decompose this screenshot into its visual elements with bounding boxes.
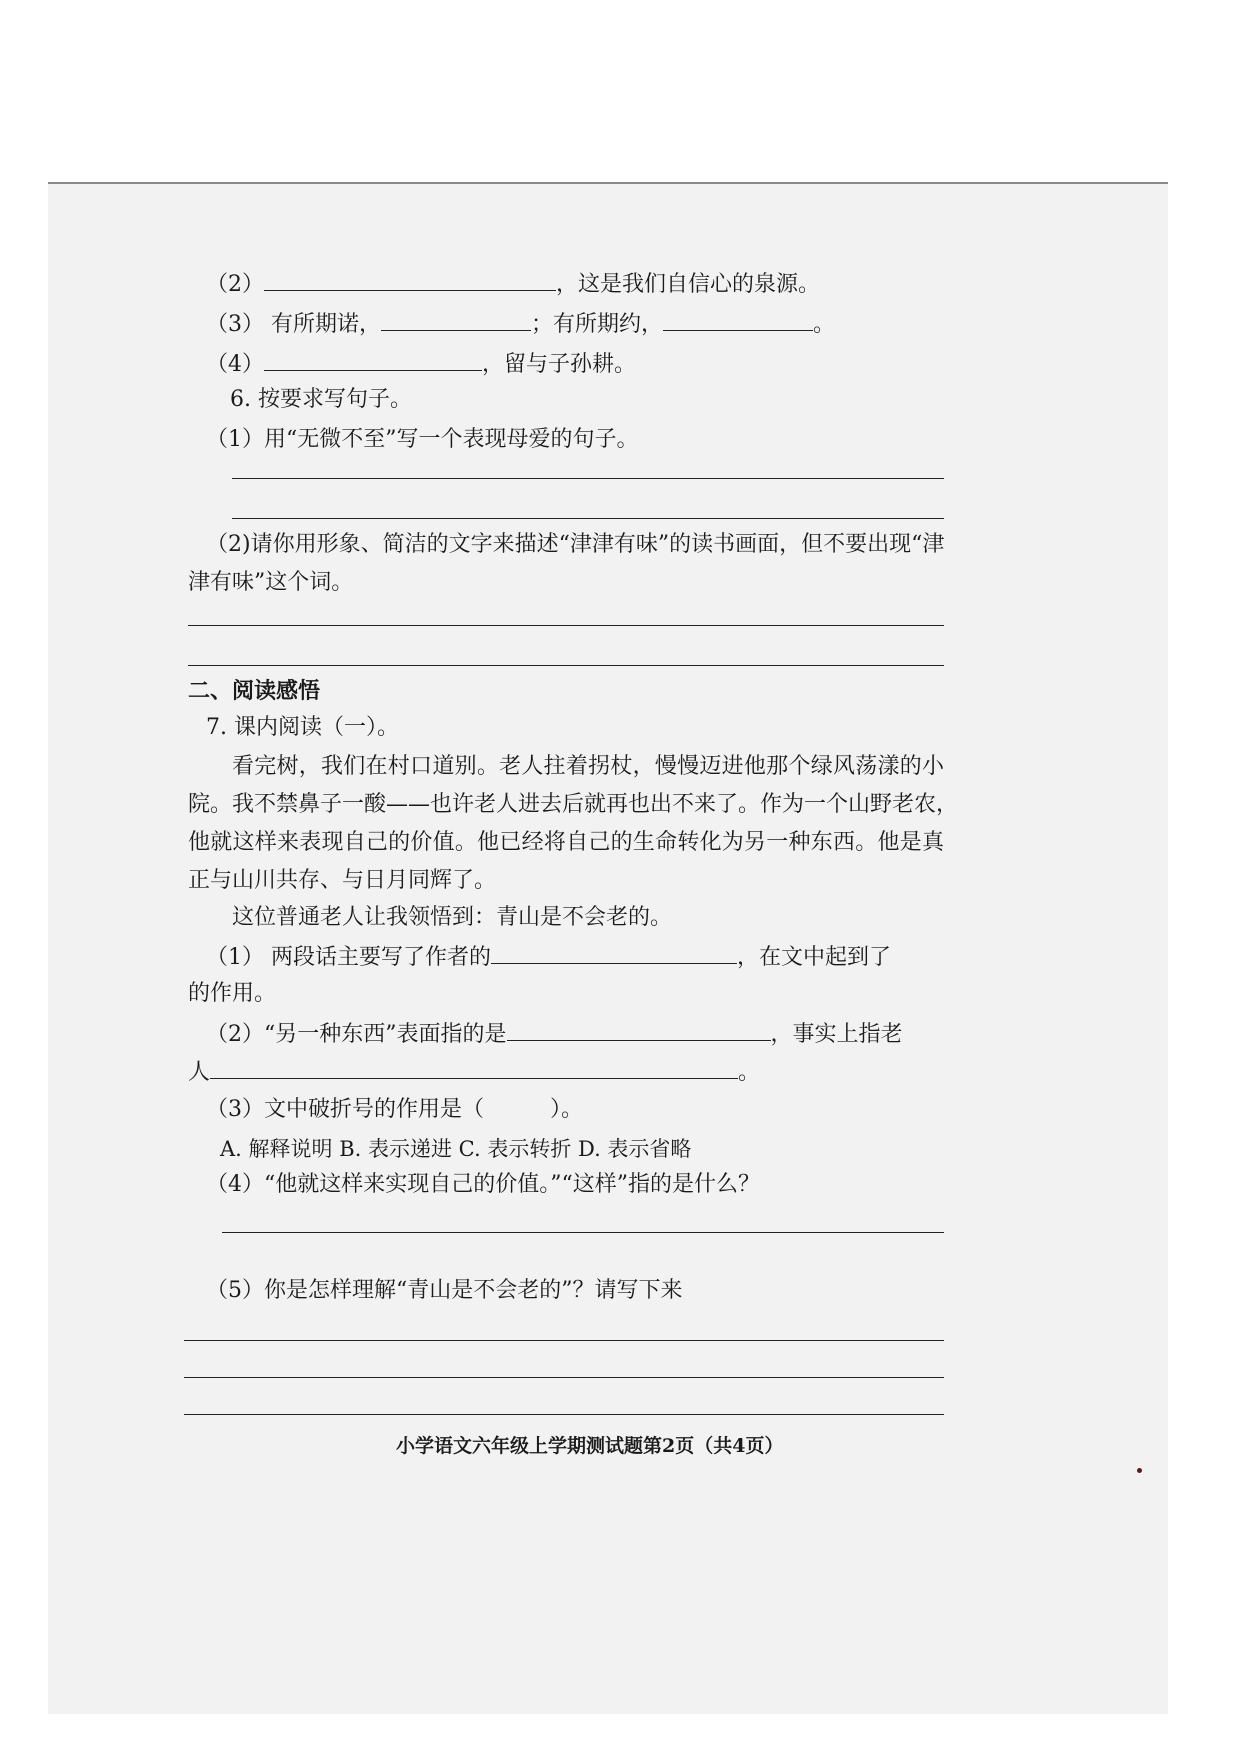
- q7-4: （4）“他就这样来实现自己的价值。”“这样”指的是什么？: [206, 1172, 760, 1197]
- q7-1-prefix: （1） 两段话主要写了作者的: [206, 945, 491, 970]
- passage-line-3: 他就这样来表现自己的价值。他已经将自己的生命转化为另一种东西。他是真: [188, 830, 944, 855]
- q7-5-answer-line-1[interactable]: [184, 1340, 944, 1341]
- q7-2-line2-prefix: 人: [188, 1060, 211, 1085]
- q7-1-suffix: ，在文中起到了: [737, 945, 892, 970]
- q6-item1: （1）用“无微不至”写一个表现母爱的句子。: [206, 427, 639, 452]
- q6-item1-answer-line-2[interactable]: [232, 518, 944, 519]
- q5-item4: [206, 348, 636, 380]
- q5-item3: [206, 308, 835, 340]
- q7-title: 7. 课内阅读（一）。: [206, 715, 399, 740]
- q5-item2: [206, 268, 820, 300]
- q7-1-blank[interactable]: [491, 941, 737, 964]
- q7-4-answer-line[interactable]: [222, 1232, 944, 1233]
- q7-3-options: A. 解释说明 B. 表示递进 C. 表示转折 D. 表示省略: [220, 1137, 692, 1161]
- q5-item2-number: （2）: [206, 272, 264, 297]
- ink-speck: [1137, 1468, 1142, 1473]
- q5-item4-blank[interactable]: [264, 348, 482, 371]
- passage-line-4: 正与山川共存、与日月同辉了。: [188, 868, 497, 893]
- q7-2-prefix: （2）“另一种东西”表面指的是: [206, 1022, 507, 1047]
- q7-2-blank[interactable]: [507, 1018, 771, 1041]
- q6-item2-line2: 津有味”这个词。: [188, 570, 354, 595]
- q6-item2-line1: （2)请你用形象、简洁的文字来描述“津津有味”的读书画面，但不要出现“津: [206, 532, 945, 557]
- passage-line-5: 这位普通老人让我领悟到：青山是不会老的。: [232, 905, 673, 930]
- passage-line-2: 院。我不禁鼻子一酸——也许老人进去后就再也出不来了。作为一个山野老农，: [188, 792, 959, 817]
- page-footer: 小学语文六年级上学期测试题第2页（共4页）: [396, 1435, 784, 1457]
- q7-5-answer-line-3[interactable]: [184, 1414, 944, 1415]
- passage-line-1: 看完树，我们在村口道别。老人拄着拐杖，慢慢迈进他那个绿风荡漾的小: [232, 754, 944, 779]
- q5-item3-end: 。: [813, 312, 836, 337]
- q5-item4-prefix: （4）: [206, 352, 264, 377]
- q6-item2-answer-line-2[interactable]: [188, 665, 944, 666]
- q5-item3-prefix: （3） 有所期诺，: [206, 312, 381, 337]
- q7-2-line2-end: 。: [738, 1060, 761, 1085]
- q5-item3-mid: ；有所期约，: [531, 312, 664, 337]
- q7-2-suffix: ，事实上指老: [770, 1022, 903, 1047]
- q5-item4-suffix: ，留与子孙耕。: [482, 352, 637, 377]
- q7-1: [206, 941, 891, 973]
- q6-title: 6. 按要求写句子。: [230, 387, 412, 412]
- q7-2-line2: [188, 1056, 760, 1088]
- q5-item2-suffix: ，这是我们自信心的泉源。: [556, 272, 821, 297]
- q7-2-line2-blank[interactable]: [210, 1056, 738, 1079]
- q5-item3-blank2[interactable]: [663, 308, 813, 331]
- q7-1-line2: 的作用。: [188, 981, 277, 1006]
- q6-item2-answer-line-1[interactable]: [188, 625, 944, 626]
- q7-2: [206, 1018, 903, 1050]
- q6-item1-answer-line-1[interactable]: [232, 478, 944, 479]
- q7-5: （5）你是怎样理解“青山是不会老的”？请写下来: [206, 1278, 683, 1303]
- section-heading: 二、阅读感悟: [188, 678, 321, 704]
- q5-item2-blank[interactable]: [264, 268, 556, 291]
- q5-item3-blank1[interactable]: [381, 308, 531, 331]
- q7-5-answer-line-2[interactable]: [184, 1377, 944, 1378]
- q7-3: （3）文中破折号的作用是（ ）。: [206, 1097, 583, 1122]
